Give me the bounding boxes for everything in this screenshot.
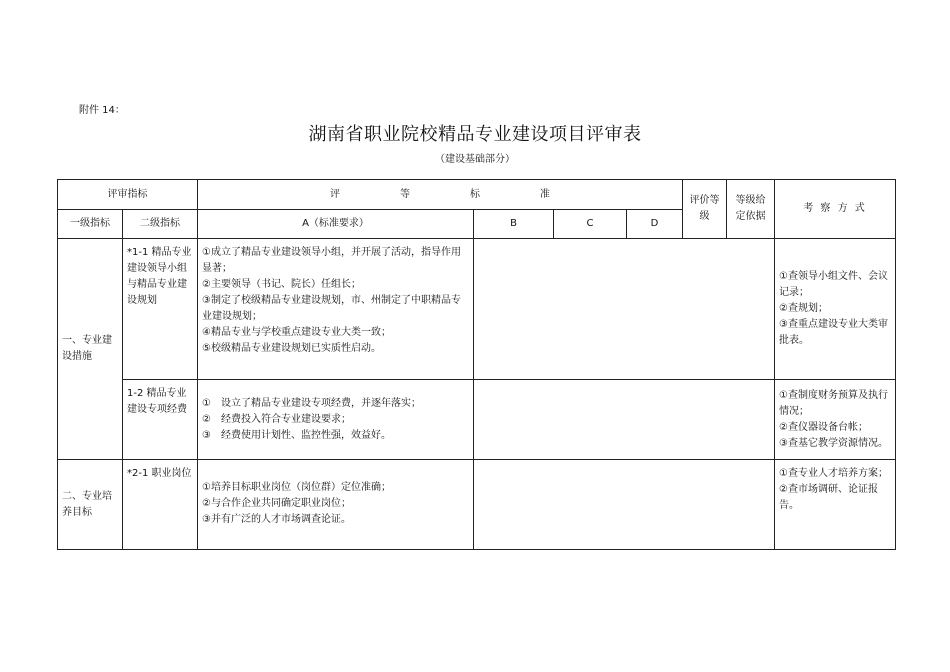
table-row xyxy=(58,239,896,380)
grade-area xyxy=(474,380,775,460)
document-title: 湖南省职业院校精品专业建设项目评审表 xyxy=(308,124,642,145)
header-level2: 二级指标 xyxy=(123,210,198,239)
criteria-item: ③ 经费使用计划性、监控性强，效益好。 xyxy=(202,429,391,441)
document-subtitle: （建设基础部分） xyxy=(435,154,515,165)
criteria-item: ②与合作企业共同确定职业岗位； xyxy=(202,498,351,509)
method-item: ①查专业人才培养方案； xyxy=(779,468,888,479)
header-grade-a: A（标准要求） xyxy=(198,210,474,239)
method-item: ③查基它教学资源情况。 xyxy=(779,437,888,449)
method-item: ③查重点建设专业大类审批表。 xyxy=(779,319,888,346)
method-item: ①查领导小组文件、会议记录； xyxy=(779,271,888,298)
method-item: ②查仪器设备台帐； xyxy=(779,421,868,433)
criteria-item: ②主要领导（书记、院长）任组长； xyxy=(202,279,361,290)
criteria-cell xyxy=(198,460,474,550)
header-grade-d: D xyxy=(627,210,683,239)
header-indicator: 评审指标 xyxy=(58,180,198,210)
level1-cell: 一、专业建设措施 xyxy=(58,239,123,460)
method-cell xyxy=(775,460,896,550)
method-item: ②查市场调研、论证报告。 xyxy=(779,484,878,511)
evaluation-table xyxy=(57,179,896,550)
header-criteria-char: 准 xyxy=(540,188,550,200)
criteria-cell xyxy=(198,380,474,460)
method-item: ①查制度财务预算及执行情况； xyxy=(779,389,888,417)
criteria-item: ④精品专业与学校重点建设专业大类一致； xyxy=(202,327,391,338)
header-grade-c: C xyxy=(554,210,627,239)
level2-cell: *2-1 职业岗位 xyxy=(123,460,198,550)
criteria-cell xyxy=(198,239,474,380)
level2-cell: 1-2 精品专业建设专项经费 xyxy=(123,380,198,460)
grade-area xyxy=(474,460,775,550)
method-cell xyxy=(775,380,896,460)
criteria-item: ⑤校级精品专业建设规划已实质性启动。 xyxy=(202,343,381,354)
criteria-item: ③制定了校级精品专业建设规划，市、州制定了中职精品专业建设规划； xyxy=(202,295,461,322)
method-cell xyxy=(775,239,896,380)
header-eval-grade: 评价等级 xyxy=(683,180,727,239)
method-item: ②查规划； xyxy=(779,303,828,314)
header-grade-basis: 等级给定依据 xyxy=(727,180,775,239)
table-row xyxy=(58,380,896,460)
header-grade-b: B xyxy=(474,210,554,239)
criteria-item: ① 设立了精品专业建设专项经费，并逐年落实； xyxy=(202,397,421,409)
header-criteria-char: 标 xyxy=(470,188,480,200)
header-method: 考 察 方 式 xyxy=(775,180,896,239)
level1-cell: 二、专业培养目标 xyxy=(58,460,123,550)
header-criteria-char: 等 xyxy=(400,188,410,200)
header-criteria xyxy=(198,180,683,210)
header-level1: 一级指标 xyxy=(58,210,123,239)
grade-area xyxy=(474,239,775,380)
level2-cell: *1-1 精品专业建设领导小组与精品专业建设规划 xyxy=(123,239,198,380)
criteria-item: ①成立了精品专业建设领导小组，并开展了活动，指导作用显著； xyxy=(202,247,461,274)
table-row xyxy=(58,460,896,550)
attachment-label: 附件 14： xyxy=(79,105,125,116)
criteria-item: ② 经费投入符合专业建设要求； xyxy=(202,413,351,425)
header-criteria-char: 评 xyxy=(330,188,340,200)
criteria-item: ①培养目标职业岗位（岗位群）定位准确； xyxy=(202,482,391,493)
criteria-item: ③并有广泛的人才市场调查论证。 xyxy=(202,514,351,525)
